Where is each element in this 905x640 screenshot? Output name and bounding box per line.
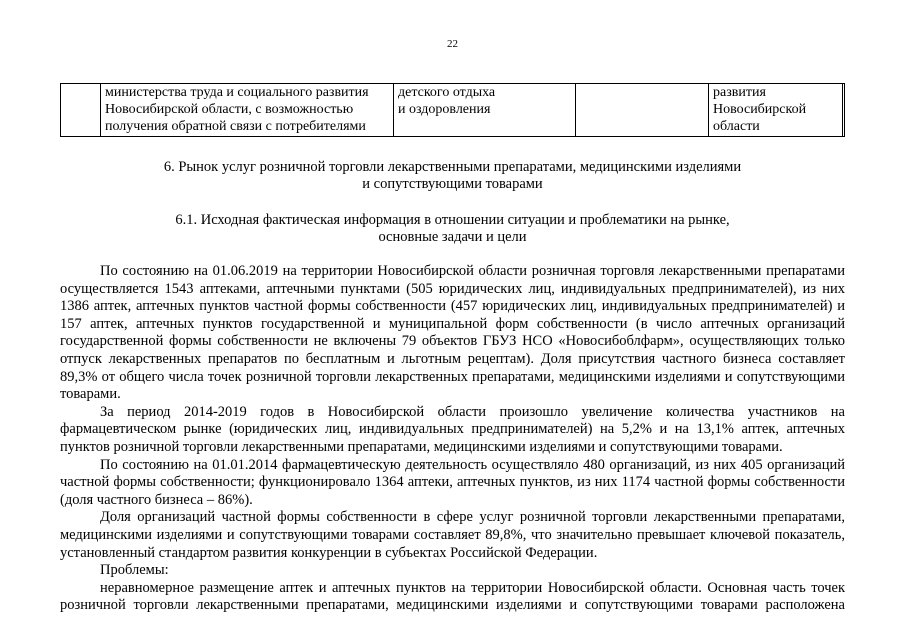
paragraph: По состоянию на 01.01.2014 фармацевтическую деятельность осуществляло 480 организаций, из них 405 организаций частной формы собственности; функционировало 1364 аптеки, аптечных пунктов, из них 1174 частной формы собственности (доля частного бизнеса – 86%).: [60, 456, 845, 508]
table-cell: [709, 84, 843, 137]
paragraph: Проблемы:: [100, 562, 169, 579]
table-cell: [576, 84, 709, 137]
paragraph: Доля организаций частной формы собственности в сфере услуг розничной торговли лекарственными препаратами, медицинскими изделиями и сопутствующими товарами составляет 89,8%, что значительно превышает ключевой показатель, установленный стандартом развития конкуренции в субъектах Российской Федерации.: [60, 509, 845, 561]
cell-line: Новосибирской области, с возможностью: [105, 102, 354, 117]
heading-line: основные задачи и цели: [378, 229, 527, 245]
page-number: 22: [447, 38, 458, 50]
table-cell: [843, 84, 845, 137]
paragraph: За период 2014-2019 годов в Новосибирской области произошло увеличение количества участников на фармацевтическом рынке (юридических лиц, индивидуальных предпринимателей) на 5,2% и на 13,1% аптек, аптечных пунктов розничной торговли лекарственными препаратами, медицинскими изделиями и сопутствующими товарами.: [60, 403, 845, 455]
table-row: [61, 84, 845, 137]
body-text: [60, 263, 845, 615]
subsection-heading: [60, 212, 845, 246]
heading-line: 6.1. Исходная фактическая информация в отношении ситуации и проблематики на рынке,: [175, 212, 730, 228]
table-cell: [101, 84, 394, 137]
cell-line: министерства труда и социального развития: [105, 85, 369, 100]
cell-line: Новосибирской: [713, 102, 807, 117]
cell-line: развития: [713, 85, 766, 100]
cell-line: области: [713, 119, 760, 134]
section-heading: [60, 159, 845, 193]
continuation-table: [60, 83, 845, 137]
cell-line: получения обратной связи с потребителями: [105, 119, 366, 134]
table-cell: [61, 84, 101, 137]
heading-line: и сопутствующими товарами: [362, 176, 543, 192]
heading-line: 6. Рынок услуг розничной торговли лекарственными препаратами, медицинскими изделиями: [163, 159, 742, 175]
paragraph: неравномерное размещение аптек и аптечных пунктов на территории Новосибирской области. Основная часть точек розничной торговли лекарственными препаратами, медицинскими изделиями и сопутствующими товарами расположена: [60, 579, 845, 614]
paragraph: По состоянию на 01.06.2019 на территории Новосибирской области розничная торговля лекарственными препаратами осуществляется 1543 аптеками, аптечными пунктами (505 юридических лиц, индивидуальных предпринимателей), из них 1386 аптек, аптечных пунктов частной формы собственности (457 юридических лиц, индивидуальных предпринимателей) и 157 аптек, аптечных пунктов государственной и муниципальной форм собственности (в число аптечных организаций государственной формы собственности не включены 79 объектов ГБУЗ НСО «Новосибоблфарм», осуществляющих только отпуск лекарственных препаратов по бесплатным и льготным рецептам). Доля присутствия частного бизнеса составляет 89,3% от общего числа точек розничной торговли лекарственных препаратами, медицинскими изделиями и сопутствующими товарами.: [60, 263, 845, 403]
cell-line: и оздоровления: [398, 102, 491, 117]
table-cell: [394, 84, 576, 137]
cell-line: детского отдыха: [398, 85, 496, 100]
